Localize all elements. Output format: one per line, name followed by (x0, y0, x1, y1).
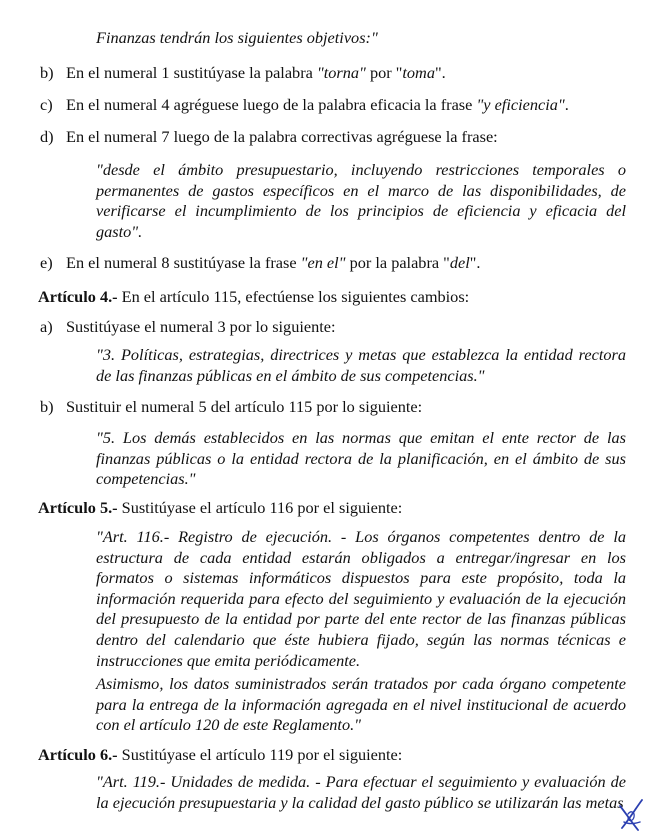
item-label: c) (40, 95, 53, 114)
text-run-italic: toma (402, 63, 435, 82)
item-text: En el numeral 7 luego de la palabra correctivas agréguese la frase: (66, 127, 498, 146)
text-run: ". (469, 253, 481, 272)
list-item-c (40, 94, 624, 115)
text-run-italic: "en el" (300, 253, 346, 272)
signature-mark (616, 796, 646, 832)
article-4-title: Artículo 4.- (38, 287, 118, 306)
article-4-item-a (40, 316, 624, 337)
text-run-italic: "y eficiencia" (476, 95, 565, 114)
article-4-heading (38, 286, 626, 307)
article-6-text: Sustitúyase el artículo 119 por el siguiente: (117, 745, 403, 764)
item-text (66, 94, 624, 115)
text-run: por " (365, 63, 403, 82)
text-run: En el numeral 8 sustitúyase la frase (66, 253, 301, 272)
article-4-quote-b: "5. Los demás establecidos en las normas que emitan el ente rector de las finanzas públicas o la entidad rectora de la planificación, en el ámbito de sus competencias." (96, 428, 626, 489)
text-run: En el numeral 1 sustitúyase la palabra (66, 63, 317, 82)
article-4-item-b (40, 396, 624, 417)
fragment-top: Finanzas tendrán los siguientes objetivos:" (96, 28, 378, 47)
article-5-heading (38, 497, 626, 518)
item-label: e) (40, 253, 53, 272)
article-5-text: Sustitúyase el artículo 116 por el siguiente: (117, 498, 403, 517)
item-text: Sustituir el numeral 5 del artículo 115 por lo siguiente: (66, 397, 423, 416)
item-label: b) (40, 397, 54, 416)
text-run: . (564, 95, 569, 114)
article-5-quote-2: Asimismo, los datos suministrados serán tratados por cada órgano competente para la entrega de la información agregada en el nivel institucional de acuerdo con el artículo 120 de este Reglamento." (96, 674, 626, 735)
item-label: d) (40, 127, 54, 146)
list-item-b (40, 62, 624, 83)
article-6-quote: "Art. 119.- Unidades de medida. - Para efectuar el seguimiento y evaluación de la ejecución presupuestaria y la calidad del gasto público se utilizarán las metas (96, 772, 626, 812)
item-text: Sustitúyase el numeral 3 por lo siguiente: (66, 317, 336, 336)
article-5-quote-1: "Art. 116.- Registro de ejecución. - Los órganos competentes dentro de la estructura de cada entidad estarán obligados a entregar/ingresar en los formatos o sistemas informáticos dispuestos para este propósito, toda la información requerida para efecto del seguimiento y evaluación de la ejecución del presupuesto de la entidad por parte del ente rector de las finanzas públicas dentro del calendario que éste hubiera fijado, según las normas técnicas e instrucciones que emita periódicamente. (96, 527, 626, 670)
article-6-heading (38, 744, 626, 765)
item-text (66, 62, 624, 83)
list-item-d (40, 126, 624, 147)
article-5-title: Artículo 5.- (38, 498, 118, 517)
text-run-italic: "torna" (316, 63, 366, 82)
article-4-text: En el artículo 115, efectúense los siguientes cambios: (117, 287, 470, 306)
text-run: ". (434, 63, 446, 82)
article-4-quote-a: "3. Políticas, estrategias, directrices y metas que establezca la entidad rectora de las finanzas públicas en el ámbito de sus competencias." (96, 345, 626, 385)
article-6-title: Artículo 6.- (38, 745, 118, 764)
text-run: En el numeral 4 agréguese luego de la palabra eficacia la frase (66, 95, 477, 114)
item-label: b) (40, 63, 54, 82)
item-text (66, 252, 624, 273)
text-run: por la palabra " (345, 253, 450, 272)
item-label: a) (40, 317, 53, 336)
quote-d: "desde el ámbito presupuestario, incluyendo restricciones temporales o permanentes de gastos específicos en el marco de las disponibilidades, de verificarse el incumplimiento de los principios de eficiencia y eficacia del gasto". (96, 160, 626, 241)
list-item-e (40, 252, 624, 273)
text-run-italic: del (449, 253, 470, 272)
